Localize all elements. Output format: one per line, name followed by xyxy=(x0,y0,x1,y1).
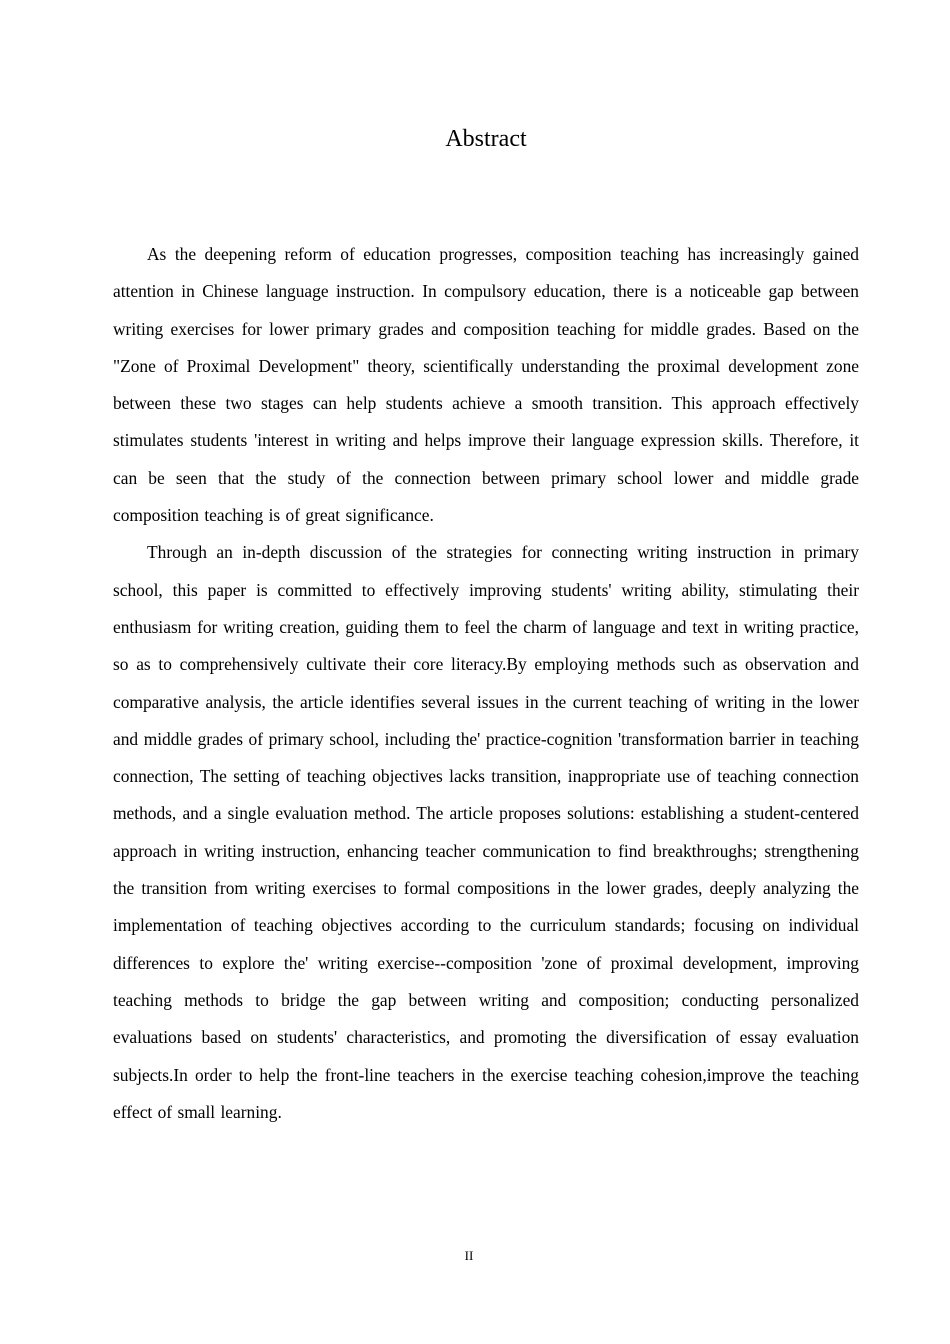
abstract-title: Abstract xyxy=(445,126,527,152)
page-number: II xyxy=(464,1248,474,1263)
abstract-body xyxy=(113,236,859,1131)
abstract-paragraph-2: Through an in-depth discussion of the strategies for connecting writing instruction in primary school, this paper is committed to effectively improving students' writing ability, stimulating their enthusiasm for writing creation, guiding them to feel the charm of language and text in writing practice, so as to comprehensively cultivate their core literacy.By employing methods such as observation and comparative analysis, the article identifies several issues in the current teaching of writing in the lower and middle grades of primary school, including the' practice-cognition 'transformation barrier in teaching connection, The setting of teaching objectives lacks transition, inappropriate use of teaching connection methods, and a single evaluation method. The article proposes solutions: establishing a student-centered approach in writing instruction, enhancing teacher communication to find breakthroughs; strengthening the transition from writing exercises to formal compositions in the lower grades, deeply analyzing the implementation of teaching objectives according to the curriculum standards; focusing on individual differences to explore the' writing exercise--composition 'zone of proximal development, improving teaching methods to bridge the gap between writing and composition; conducting personalized evaluations based on students' characteristics, and promoting the diversification of essay evaluation subjects.In order to help the front-line teachers in the exercise teaching cohesion,improve the teaching effect of small learning. xyxy=(113,542,859,1122)
abstract-paragraph-1: As the deepening reform of education progresses, composition teaching has increasingly gained attention in Chinese language instruction. In compulsory education, there is a noticeable gap between writing exercises for lower primary grades and composition teaching for middle grades. Based on the "Zone of Proximal Development" theory, scientifically understanding the proximal development zone between these two stages can help students achieve a smooth transition. This approach effectively stimulates students 'interest in writing and helps improve their language expression skills. Therefore, it can be seen that the study of the connection between primary school lower and middle grade composition teaching is of great significance. xyxy=(113,244,859,526)
